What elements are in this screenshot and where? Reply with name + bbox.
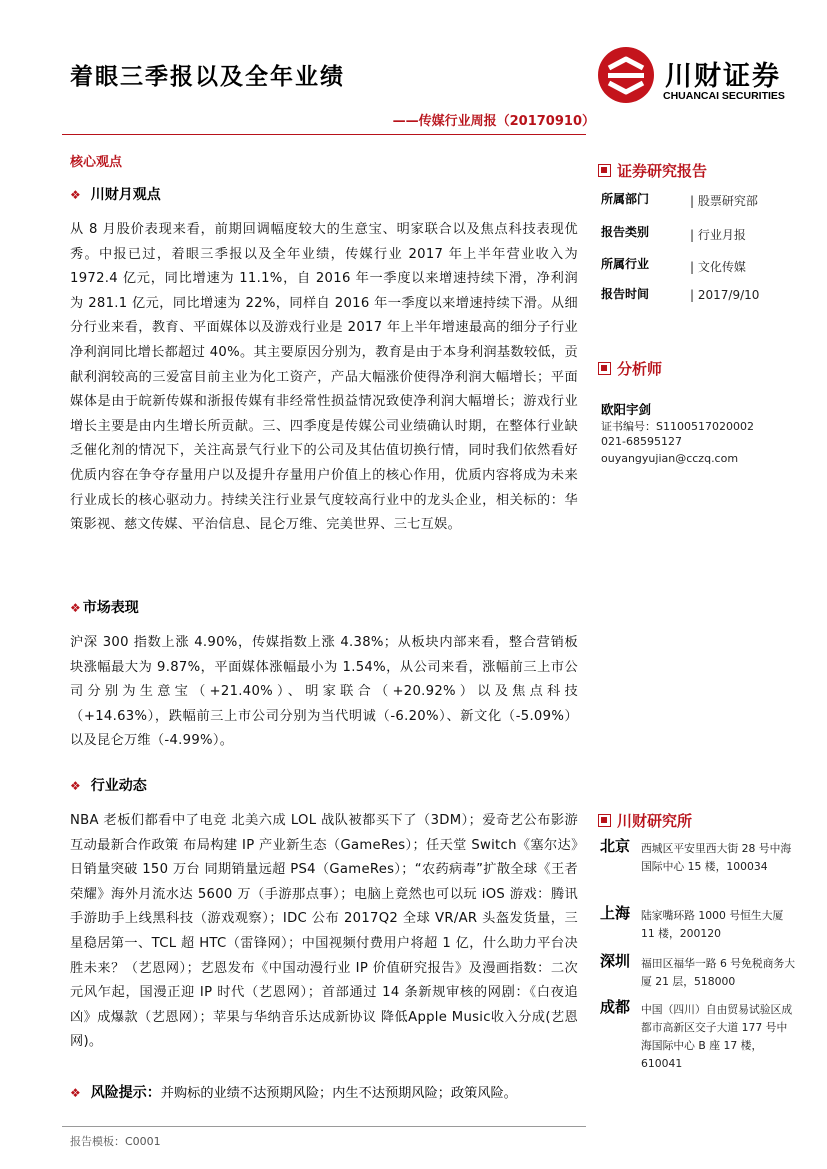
report-info-heading [598,160,707,181]
brand-name-en: CHUANCAI SECURITIES [663,90,785,102]
analyst-phone: 021-68595127 [601,435,682,448]
office-address-shenzhen: 福田区福华一路 6 号免税商务大厦 21 层，518000 [641,957,796,988]
info-value-department: | 股票研究部 [690,194,758,208]
office-city-beijing: 北京 [600,837,631,855]
office-address-chengdu: 中国（四川）自由贸易试验区成都市高新区交子大道 177 号中海国际中心 B 座 17 楼，610041 [641,1003,793,1070]
footer-divider [62,1126,586,1127]
info-key-date: 报告时间 [601,287,650,301]
section-title: 市场表现 [82,600,139,616]
section-heading-industry [70,775,147,795]
risk-text: 并购标的业绩不达预期风险；内生不达预期风险；政策风险。 [160,1086,517,1101]
report-title: 着眼三季报以及全年业绩 [70,64,345,90]
info-value-date: | 2017/9/10 [690,288,760,302]
market-paragraph: 沪深 300 指数上涨 4.90%，传媒指数上涨 4.38%；从板块内部来看，整合营销板块涨幅最大为 9.87%，平面媒体涨幅最小为 1.54%，从公司来看，涨幅前三上市公司分别为生意宝（+21.40%）、明家联合（+20.92%）以及焦点科技（+14.63%），跌幅前三上市公司分别为当代明诚（-6.20%）、新文化（-5.09%）以及昆仑万维（-4.99%）。 [70,635,578,749]
square-bullet-icon [598,362,611,375]
section-heading-market [70,597,139,617]
chuancai-logo-icon [597,46,655,104]
section-title: 行业动态 [90,778,147,794]
report-subtitle: ——传媒行业周报（20170910） [392,114,595,129]
institute-heading [598,810,692,831]
section-heading-monthly-view [70,184,161,204]
office-city-shenzhen: 深圳 [600,952,631,970]
info-key-department: 所属部门 [601,192,650,206]
info-value-industry: | 文化传媒 [690,260,746,274]
section-title: 川财月观点 [90,187,161,203]
brand-name-cn: 川财证券 [665,61,781,92]
analyst-email[interactable]: ouyangyujian@cczq.com [601,452,739,465]
info-key-industry: 所属行业 [601,257,650,271]
analyst-name: 欧阳宇剑 [601,402,652,417]
template-code: 报告模板：C0001 [70,1135,161,1148]
risk-label: 风险提示： [90,1085,161,1101]
analyst-heading [598,358,662,379]
office-city-chengdu: 成都 [600,998,631,1016]
square-bullet-icon [598,164,611,177]
office-city-shanghai: 上海 [600,904,631,922]
monthly-view-paragraph: 从 8 月股价表现来看，前期回调幅度较大的生意宝、明家联合以及焦点科技表现优秀。中报已过，着眼三季报以及全年业绩，传媒行业 2017 年上半年营业收入为 1972.4 亿元，同比增速为 11.1%，自 2016 年一季度以来增速持续下滑，净利润为 281.1 亿元，同比增速为 22%，同样自 2016 年一季度以来增速持续下滑。从细分行业来看，教育、平面媒体以及游戏行业是 2017 年上半年增速最高的细分子行业净利润同比增长都超过 40%。其主要原因分别为，教育是由于本身利润基数较低，贡献利润较高的三爱富目前主业为化工资产，产品大幅涨价使得净利润大幅增长；平面媒体是由于皖新传媒和浙报传媒有非经常性损益情况致使净利润大幅增长；游戏行业增长主要是由内生增长所贡献。三、四季度是传媒公司业绩确认时期，在整体行业缺乏催化剂的情况下，关注高景气行业下的公司及其估值切换行情，同时我们依然看好优质内容在争夺存量用户以及提升存量用户价值上的核心作用，优质内容将成为未来行业成长的核心驱动力。持续关注行业景气度较高行业中的龙头企业，相关标的：华策影视、慈文传媒、平治信息、昆仑万维、完美世界、三七互娱。 [70,222,578,533]
info-value-category: | 行业月报 [690,228,746,242]
analyst-cert: 证书编号：S1100517020002 [601,420,754,433]
core-view-label: 核心观点 [70,155,123,170]
info-key-category: 报告类别 [601,225,650,239]
diamond-bullet-icon: ❖ [70,188,81,202]
heading-text: 分析师 [617,360,663,378]
square-bullet-icon [598,814,611,827]
risk-line [70,1082,517,1102]
industry-paragraph: NBA 老板们都看中了电竞 北美六成 LOL 战队被都买下了（3DM）；爱奇艺公布影游互动最新合作政策 布局构建 IP 产业新生态（GameRes）；任天堂 Switch《塞尔达》日销量突破 150 万台 同期销量远超 PS4（GameRes）；“农药病毒”扩散全球《王者荣耀》海外月流水达 5600 万（手游那点事）；电脑上竟然也可以玩 iOS 游戏：腾讯手游助手上线黑科技（游戏观察）；IDC 公布 2017Q2 全球 VR/AR 头盔发货量，三星稳居第一、TCL 超 HTC（雷锋网）；中国视频付费用户将超 1 亿，什么助力平台决胜未来？（艺恩网）；艺恩发布《中国动漫行业 IP 价值研究报告》及漫画指数：二次元风乍起，国漫正迎 IP 时代（艺恩网）；首部通过 14 条新规审核的网剧：《白夜追凶》成爆款（艺恩网）；苹果与华纳音乐达成新协议 降低Apple Music收入分成(艺恩网)。 [70,813,578,1050]
diamond-bullet-icon: ❖ [70,601,81,615]
office-address-beijing: 西城区平安里西大街 28 号中海国际中心 15 楼，100034 [641,842,792,873]
header-divider [62,134,586,135]
heading-text: 川财研究所 [617,812,693,830]
diamond-bullet-icon: ❖ [70,1086,81,1100]
diamond-bullet-icon: ❖ [70,779,81,793]
heading-text: 证券研究报告 [617,162,708,180]
office-address-shanghai: 陆家嘴环路 1000 号恒生大厦 11 楼，200120 [641,909,784,940]
